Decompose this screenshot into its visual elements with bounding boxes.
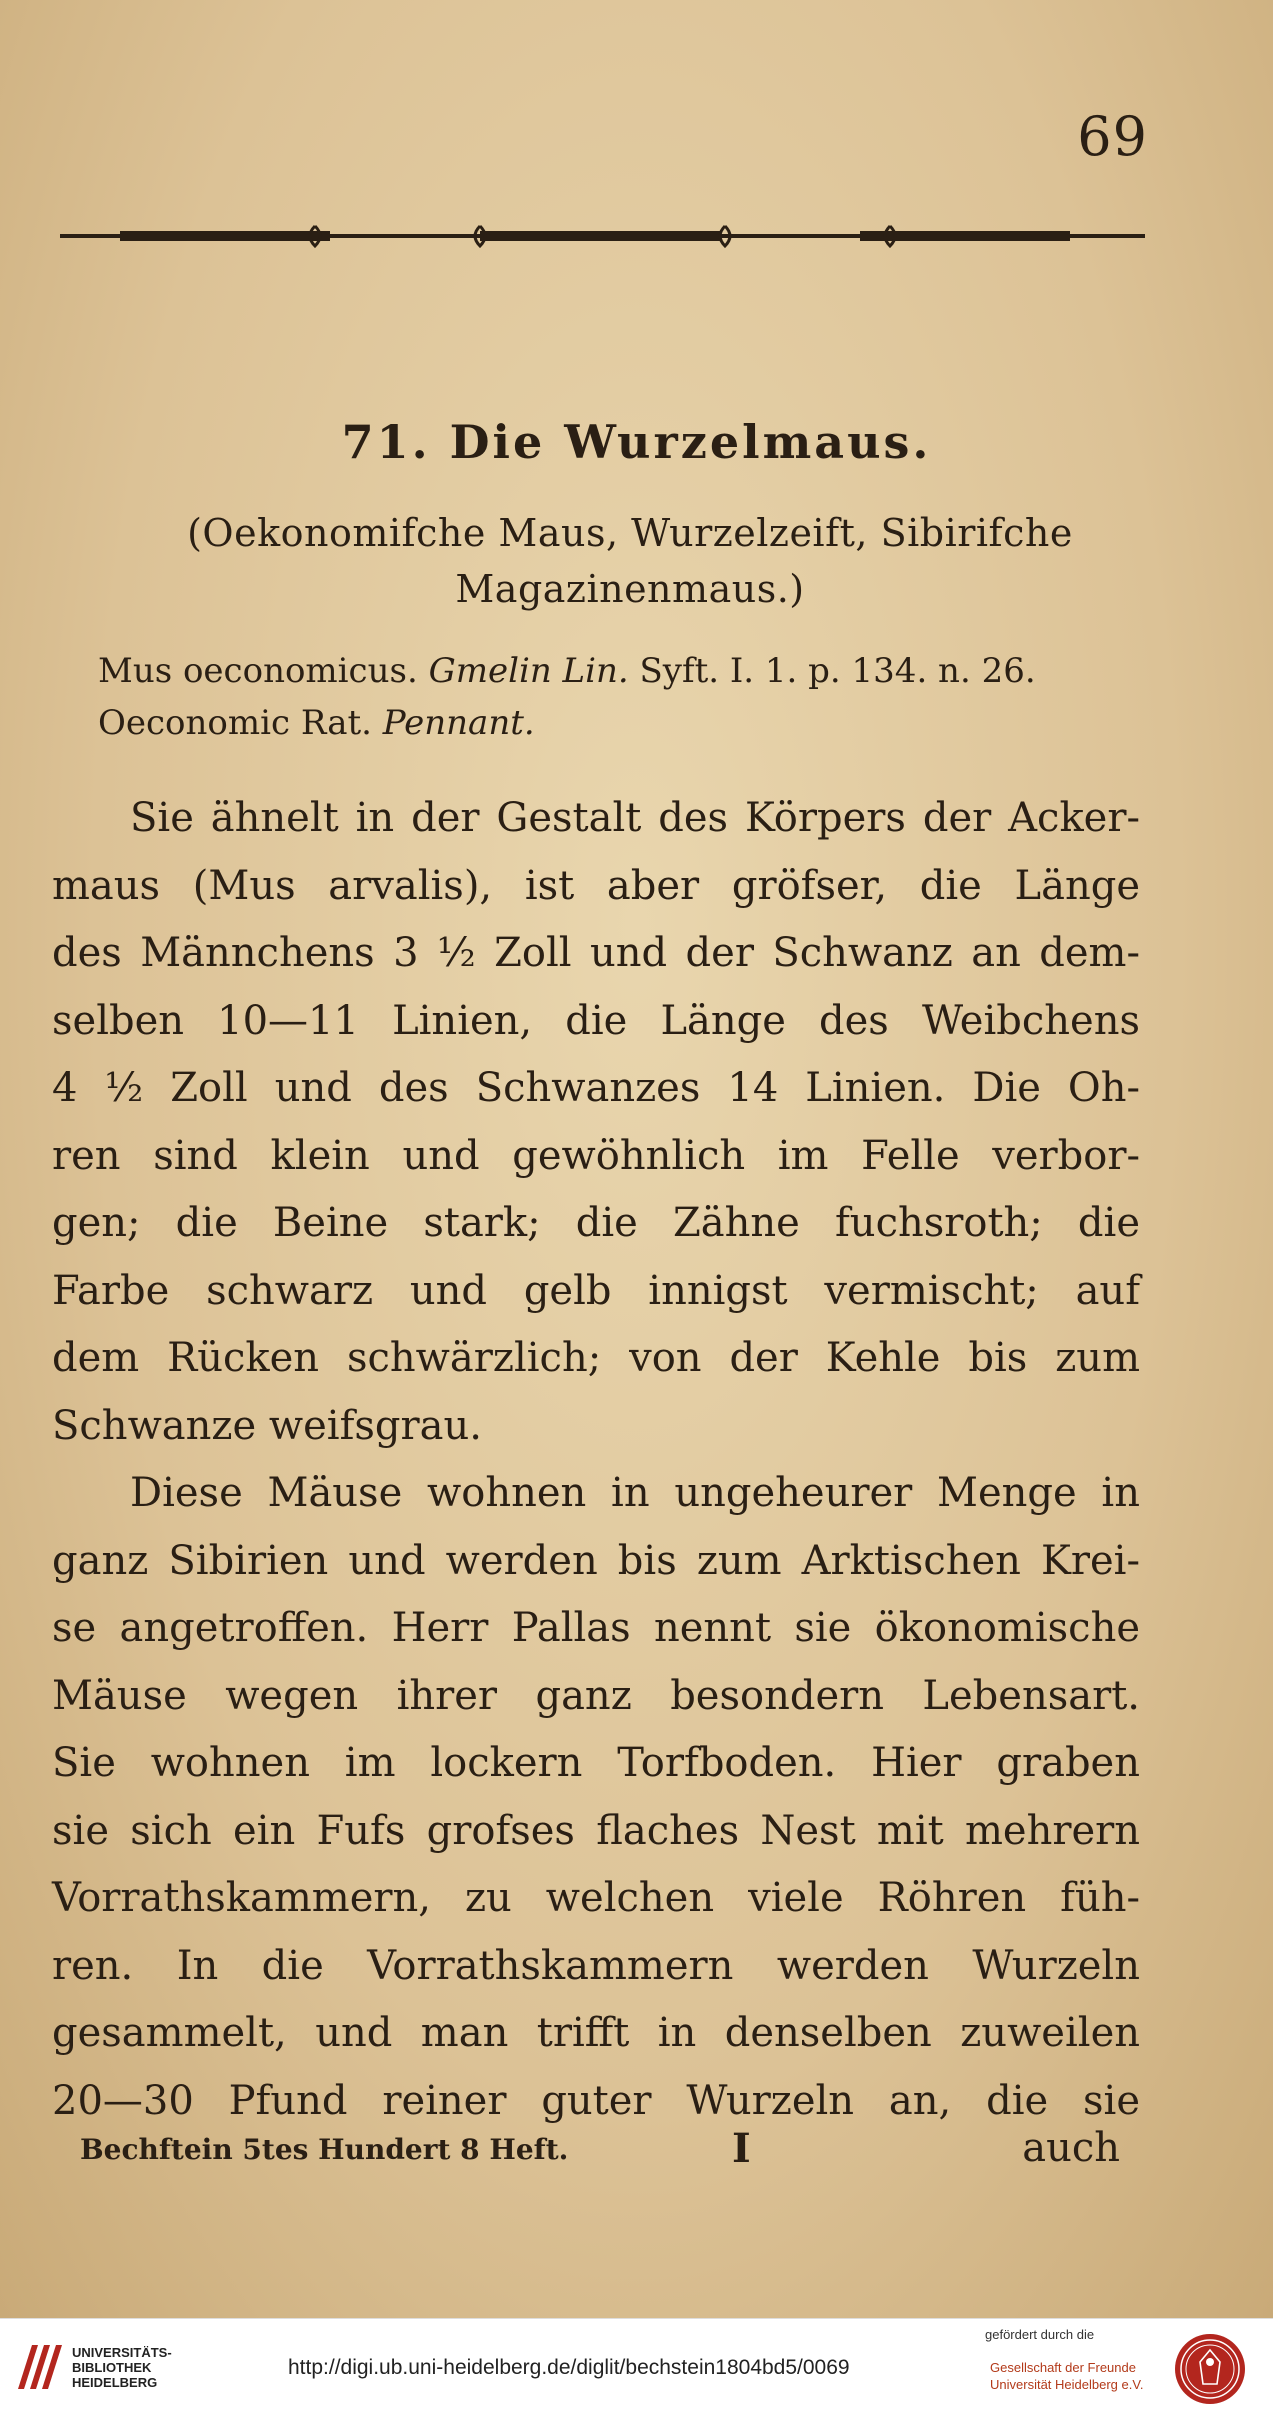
university-library-logo-icon[interactable] xyxy=(12,2339,68,2395)
ref-citation: Syft. I. 1. p. 134. n. 26. xyxy=(628,651,1036,691)
text-line: gen; die Beine stark; die Zähne fuchsroth; die xyxy=(52,1200,1140,1246)
text-line: se angetroffen. Herr Pallas nennt sie ökonomische xyxy=(52,1605,1140,1651)
text-line: selben 10—11 Linien, die Länge des Weibchens xyxy=(52,997,1140,1044)
permalink-url[interactable]: http://digi.ub.uni-heidelberg.de/diglit/bechstein1804bd5/0069 xyxy=(288,2356,850,2379)
library-name-line: BIBLIOTHEK xyxy=(72,2360,152,2375)
reference-line xyxy=(98,697,1178,749)
funder-name-line: Universität Heidelberg e.V. xyxy=(990,2377,1144,2392)
text-line: ganz Sibirien und werden bis zum Arktischen Krei- xyxy=(52,1537,1140,1584)
synonym-line: (Oekonomifche Maus, Wurzelzeift, Sibirifche xyxy=(187,511,1073,555)
text-line: ren sind klein und gewöhnlich im Felle verbor- xyxy=(52,1132,1140,1179)
text-line: gesammelt, und man trifft in denselben zuweilen xyxy=(52,2010,1140,2056)
funder-name-line: Gesellschaft der Freunde xyxy=(990,2360,1136,2375)
ref-name: Oeconomic Rat. xyxy=(98,703,383,743)
signature-note: Bechftein 5tes Hundert 8 Heft. xyxy=(80,2133,569,2166)
text-line: maus (Mus arvalis), ist aber gröfser, die Länge xyxy=(52,862,1140,909)
ref-name: Mus oeconomicus. xyxy=(98,651,429,691)
university-seal-icon[interactable] xyxy=(1173,2332,1247,2406)
synonyms xyxy=(160,505,1100,617)
text-line: ren. In die Vorrathskammern werden Wurzeln xyxy=(52,1942,1140,1989)
text-line: Mäuse wegen ihrer ganz besondern Lebensart. xyxy=(52,1672,1140,1719)
text-line: Sie wohnen im lockern Torfboden. Hier graben xyxy=(52,1740,1140,1786)
library-name-line: UNIVERSITÄTS- xyxy=(72,2345,172,2360)
text-line: Schwanze weifsgrau. xyxy=(52,1402,482,1449)
body-text xyxy=(52,785,1140,2135)
text-line: sie sich ein Fufs grofses flaches Nest mit mehrern xyxy=(52,1807,1140,1854)
page-number: 69 xyxy=(1077,105,1148,168)
article-heading: 71. Die Wurzelmaus. xyxy=(341,415,932,469)
text-line: des Männchens 3 ½ Zoll und der Schwanz an dem- xyxy=(52,930,1140,976)
ref-author: Gmelin Lin. xyxy=(428,651,629,691)
references xyxy=(98,645,1178,749)
ornament-rule xyxy=(60,218,1145,254)
sheet-mark: I xyxy=(732,2125,751,2172)
synonym-line: Magazinenmaus.) xyxy=(455,567,805,611)
viewer-footer-bar xyxy=(0,2318,1273,2415)
text-line: Vorrathskammern, zu welchen viele Röhren füh- xyxy=(52,1875,1140,1921)
text-line: Diese Mäuse wohnen in ungeheurer Menge in xyxy=(130,1470,1140,1516)
text-line: 4 ½ Zoll und des Schwanzes 14 Linien. Die Oh- xyxy=(52,1065,1140,1111)
catchword: auch xyxy=(1022,2125,1120,2171)
reference-line xyxy=(98,645,1178,697)
ref-author: Pennant. xyxy=(382,703,535,743)
library-name xyxy=(72,2345,172,2390)
text-line: Farbe schwarz und gelb innigst vermischt; auf xyxy=(52,1267,1140,1314)
funder-name[interactable] xyxy=(990,2359,1143,2393)
text-line: Sie ähnelt in der Gestalt des Körpers der Acker- xyxy=(130,795,1140,841)
funder-label: gefördert durch die xyxy=(985,2327,1095,2342)
library-name-line: HEIDELBERG xyxy=(72,2375,158,2390)
text-line: dem Rücken schwärzlich; von der Kehle bis zum xyxy=(52,1335,1140,1381)
text-line: 20—30 Pfund reiner guter Wurzeln an, die sie xyxy=(52,2077,1140,2124)
